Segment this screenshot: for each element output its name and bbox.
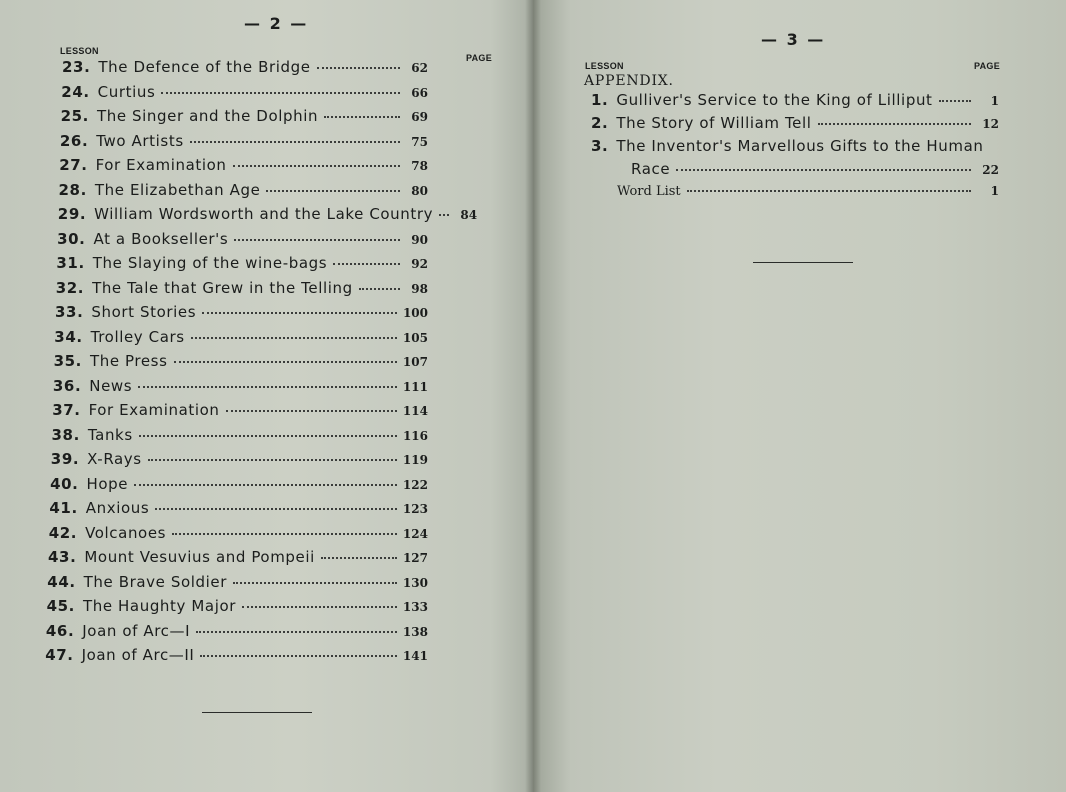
toc-entry <box>47 597 428 619</box>
dot-leader <box>148 459 397 461</box>
entry-page: 92 <box>411 257 428 271</box>
toc-entry <box>57 230 428 252</box>
entry-title: The Press <box>89 352 168 370</box>
entry-number: 23. <box>62 58 91 76</box>
entry-title: X-Rays <box>87 450 142 468</box>
entry-title: Volcanoes <box>85 523 167 542</box>
entry-page: 127 <box>402 551 428 565</box>
entry-number: 3. <box>591 137 609 155</box>
dot-leader <box>155 508 397 510</box>
entry-number: 40. <box>50 474 79 493</box>
toc-entry <box>52 426 429 448</box>
entry-page: 22 <box>982 163 999 177</box>
right-page-header: PAGE <box>974 61 1001 71</box>
left-page-number: — 2 — <box>244 14 309 33</box>
toc-entry <box>56 254 428 276</box>
right-end-rule <box>753 262 853 263</box>
entry-page: 119 <box>402 453 428 467</box>
entry-number: 26. <box>59 131 89 150</box>
entry-title: Joan of Arc—II <box>81 646 195 664</box>
toc-entry <box>45 646 428 668</box>
entry-number: 29. <box>57 205 87 223</box>
entry-page: 80 <box>411 183 428 198</box>
entry-title: Mount Vesuvius and Pompeii <box>84 548 315 566</box>
dot-leader <box>226 410 397 412</box>
entry-number: 30. <box>57 229 86 248</box>
entry-title: Gulliver's Service to the King of Lilliput <box>616 91 933 109</box>
entry-page: 90 <box>411 232 428 247</box>
entry-title: William Wordsworth and the Lake Country <box>94 205 434 223</box>
entry-number: 42. <box>48 523 78 542</box>
right-page <box>533 0 1066 792</box>
entry-number: 46. <box>45 621 75 640</box>
dot-leader <box>939 100 971 102</box>
right-lesson-header: LESSON <box>585 61 624 71</box>
toc-entry <box>56 279 428 301</box>
entry-title: For Examination <box>88 401 220 419</box>
toc-entry <box>61 83 428 105</box>
entry-title: The Elizabethan Age <box>94 180 261 199</box>
entry-title: The Defence of the Bridge <box>98 58 311 76</box>
left-page-header: PAGE <box>466 53 493 63</box>
entry-page: 107 <box>402 355 428 369</box>
dot-leader <box>196 631 397 633</box>
toc-entry <box>51 450 428 472</box>
entry-number: 27. <box>59 156 88 174</box>
entry-page: 124 <box>402 526 428 541</box>
dot-leader <box>324 116 400 118</box>
entry-title: News <box>89 376 133 395</box>
entry-number: 44. <box>47 572 76 591</box>
entry-page: 78 <box>411 159 428 173</box>
toc-entry <box>591 114 999 136</box>
toc-entry <box>59 181 429 203</box>
entry-title: The Brave Soldier <box>83 572 228 591</box>
dot-leader <box>317 67 400 69</box>
entry-title: Curtius <box>97 82 156 101</box>
entry-number: 41. <box>49 499 78 517</box>
toc-entry <box>46 622 428 644</box>
entry-page: 69 <box>411 110 428 124</box>
toc-entry <box>60 132 428 154</box>
toc-entry <box>62 58 428 80</box>
entry-page: 66 <box>411 85 428 100</box>
dot-leader <box>676 169 971 171</box>
entry-number: 33. <box>55 303 84 321</box>
toc-entry <box>591 91 999 113</box>
book-gutter <box>525 0 541 792</box>
entry-number: 2. <box>591 114 609 132</box>
dot-leader <box>190 141 400 143</box>
toc-entry <box>54 352 428 374</box>
word-list-entry <box>617 184 999 206</box>
entry-title: Short Stories <box>91 303 197 321</box>
entry-page: 138 <box>402 624 428 639</box>
entry-title: Trolley Cars <box>90 327 185 346</box>
entry-title: Joan of Arc—I <box>82 621 191 640</box>
entry-page: 105 <box>402 330 428 345</box>
toc-entry <box>55 303 428 325</box>
dot-leader <box>139 435 397 437</box>
entry-number: 28. <box>58 180 87 199</box>
dot-leader <box>233 582 397 584</box>
dot-leader <box>172 533 397 535</box>
entry-page: 116 <box>402 428 428 443</box>
entry-number: 38. <box>51 425 80 444</box>
dot-leader <box>233 165 400 167</box>
entry-page: 123 <box>402 502 428 516</box>
left-end-rule <box>202 712 312 713</box>
entry-page: 62 <box>411 61 428 75</box>
entry-title-continuation: Race <box>631 160 671 178</box>
dot-leader <box>200 655 396 657</box>
entry-number: 47. <box>45 646 74 664</box>
entry-title: The Haughty Major <box>82 597 237 615</box>
dot-leader <box>266 190 400 192</box>
toc-entry <box>47 573 428 595</box>
dot-leader <box>202 312 397 314</box>
entry-title: Hope <box>86 474 129 493</box>
entry-page: 130 <box>402 575 428 590</box>
toc-entry <box>50 475 428 497</box>
entry-page: 141 <box>402 649 428 663</box>
entry-number: 1. <box>591 91 609 109</box>
entry-number: 32. <box>55 278 85 297</box>
dot-leader <box>242 606 397 608</box>
entry-title: At a Bookseller's <box>93 229 229 248</box>
entry-title: The Slaying of the wine-bags <box>92 254 328 272</box>
entry-title: For Examination <box>95 156 227 174</box>
toc-entry <box>52 401 428 423</box>
dot-leader <box>359 288 400 290</box>
toc-entry <box>61 107 428 129</box>
toc-entry <box>53 377 428 399</box>
entry-number: 25. <box>60 107 89 125</box>
toc-entry <box>57 205 478 227</box>
entry-title: Anxious <box>85 499 150 517</box>
toc-entry <box>49 524 428 546</box>
entry-page: 100 <box>402 306 428 320</box>
entry-page: 75 <box>411 134 428 149</box>
entry-title: The Story of William Tell <box>616 114 812 132</box>
entry-page: 1 <box>990 94 999 108</box>
toc-entry-continuation <box>631 160 999 182</box>
entry-page: 12 <box>982 117 999 131</box>
entry-title: The Tale that Grew in the Telling <box>92 278 353 297</box>
entry-number: 31. <box>56 254 85 272</box>
dot-leader <box>174 361 397 363</box>
word-list-page: 1 <box>990 184 999 198</box>
dot-leader <box>234 239 400 241</box>
entry-title: Two Artists <box>96 131 184 150</box>
entry-number: 37. <box>52 401 81 419</box>
entry-number: 35. <box>53 352 82 370</box>
entry-page: 111 <box>402 379 428 394</box>
toc-entry <box>59 156 428 178</box>
entry-number: 43. <box>48 548 77 566</box>
dot-leader <box>687 190 971 192</box>
entry-number: 45. <box>46 597 75 615</box>
entry-page: 122 <box>402 477 428 492</box>
word-list-title: Word List <box>617 184 681 199</box>
left-lesson-header: LESSON <box>60 46 99 56</box>
entry-page: 84 <box>460 208 478 222</box>
dot-leader <box>134 484 397 486</box>
dot-leader <box>818 123 971 125</box>
entry-number: 39. <box>50 450 80 468</box>
dot-leader <box>191 337 397 339</box>
entry-title: The Singer and the Dolphin <box>96 107 319 125</box>
appendix-title: APPENDIX. <box>584 73 674 89</box>
toc-entry <box>54 328 428 350</box>
entry-page: 98 <box>411 281 428 296</box>
entry-title: The Inventor's Marvellous Gifts to the Human <box>616 137 984 155</box>
dot-leader <box>333 263 400 265</box>
toc-entry <box>49 499 428 521</box>
right-page-number: — 3 — <box>761 30 826 49</box>
toc-entry <box>48 548 428 570</box>
entry-number: 34. <box>54 327 83 346</box>
entry-number: 24. <box>61 82 90 101</box>
dot-leader <box>439 214 449 216</box>
entry-title: Tanks <box>87 425 133 444</box>
entry-page: 133 <box>402 600 428 614</box>
dot-leader <box>161 92 400 94</box>
entry-page: 114 <box>402 404 428 418</box>
dot-leader <box>138 386 397 388</box>
dot-leader <box>321 557 397 559</box>
toc-entry <box>591 137 999 159</box>
entry-number: 36. <box>52 376 82 395</box>
